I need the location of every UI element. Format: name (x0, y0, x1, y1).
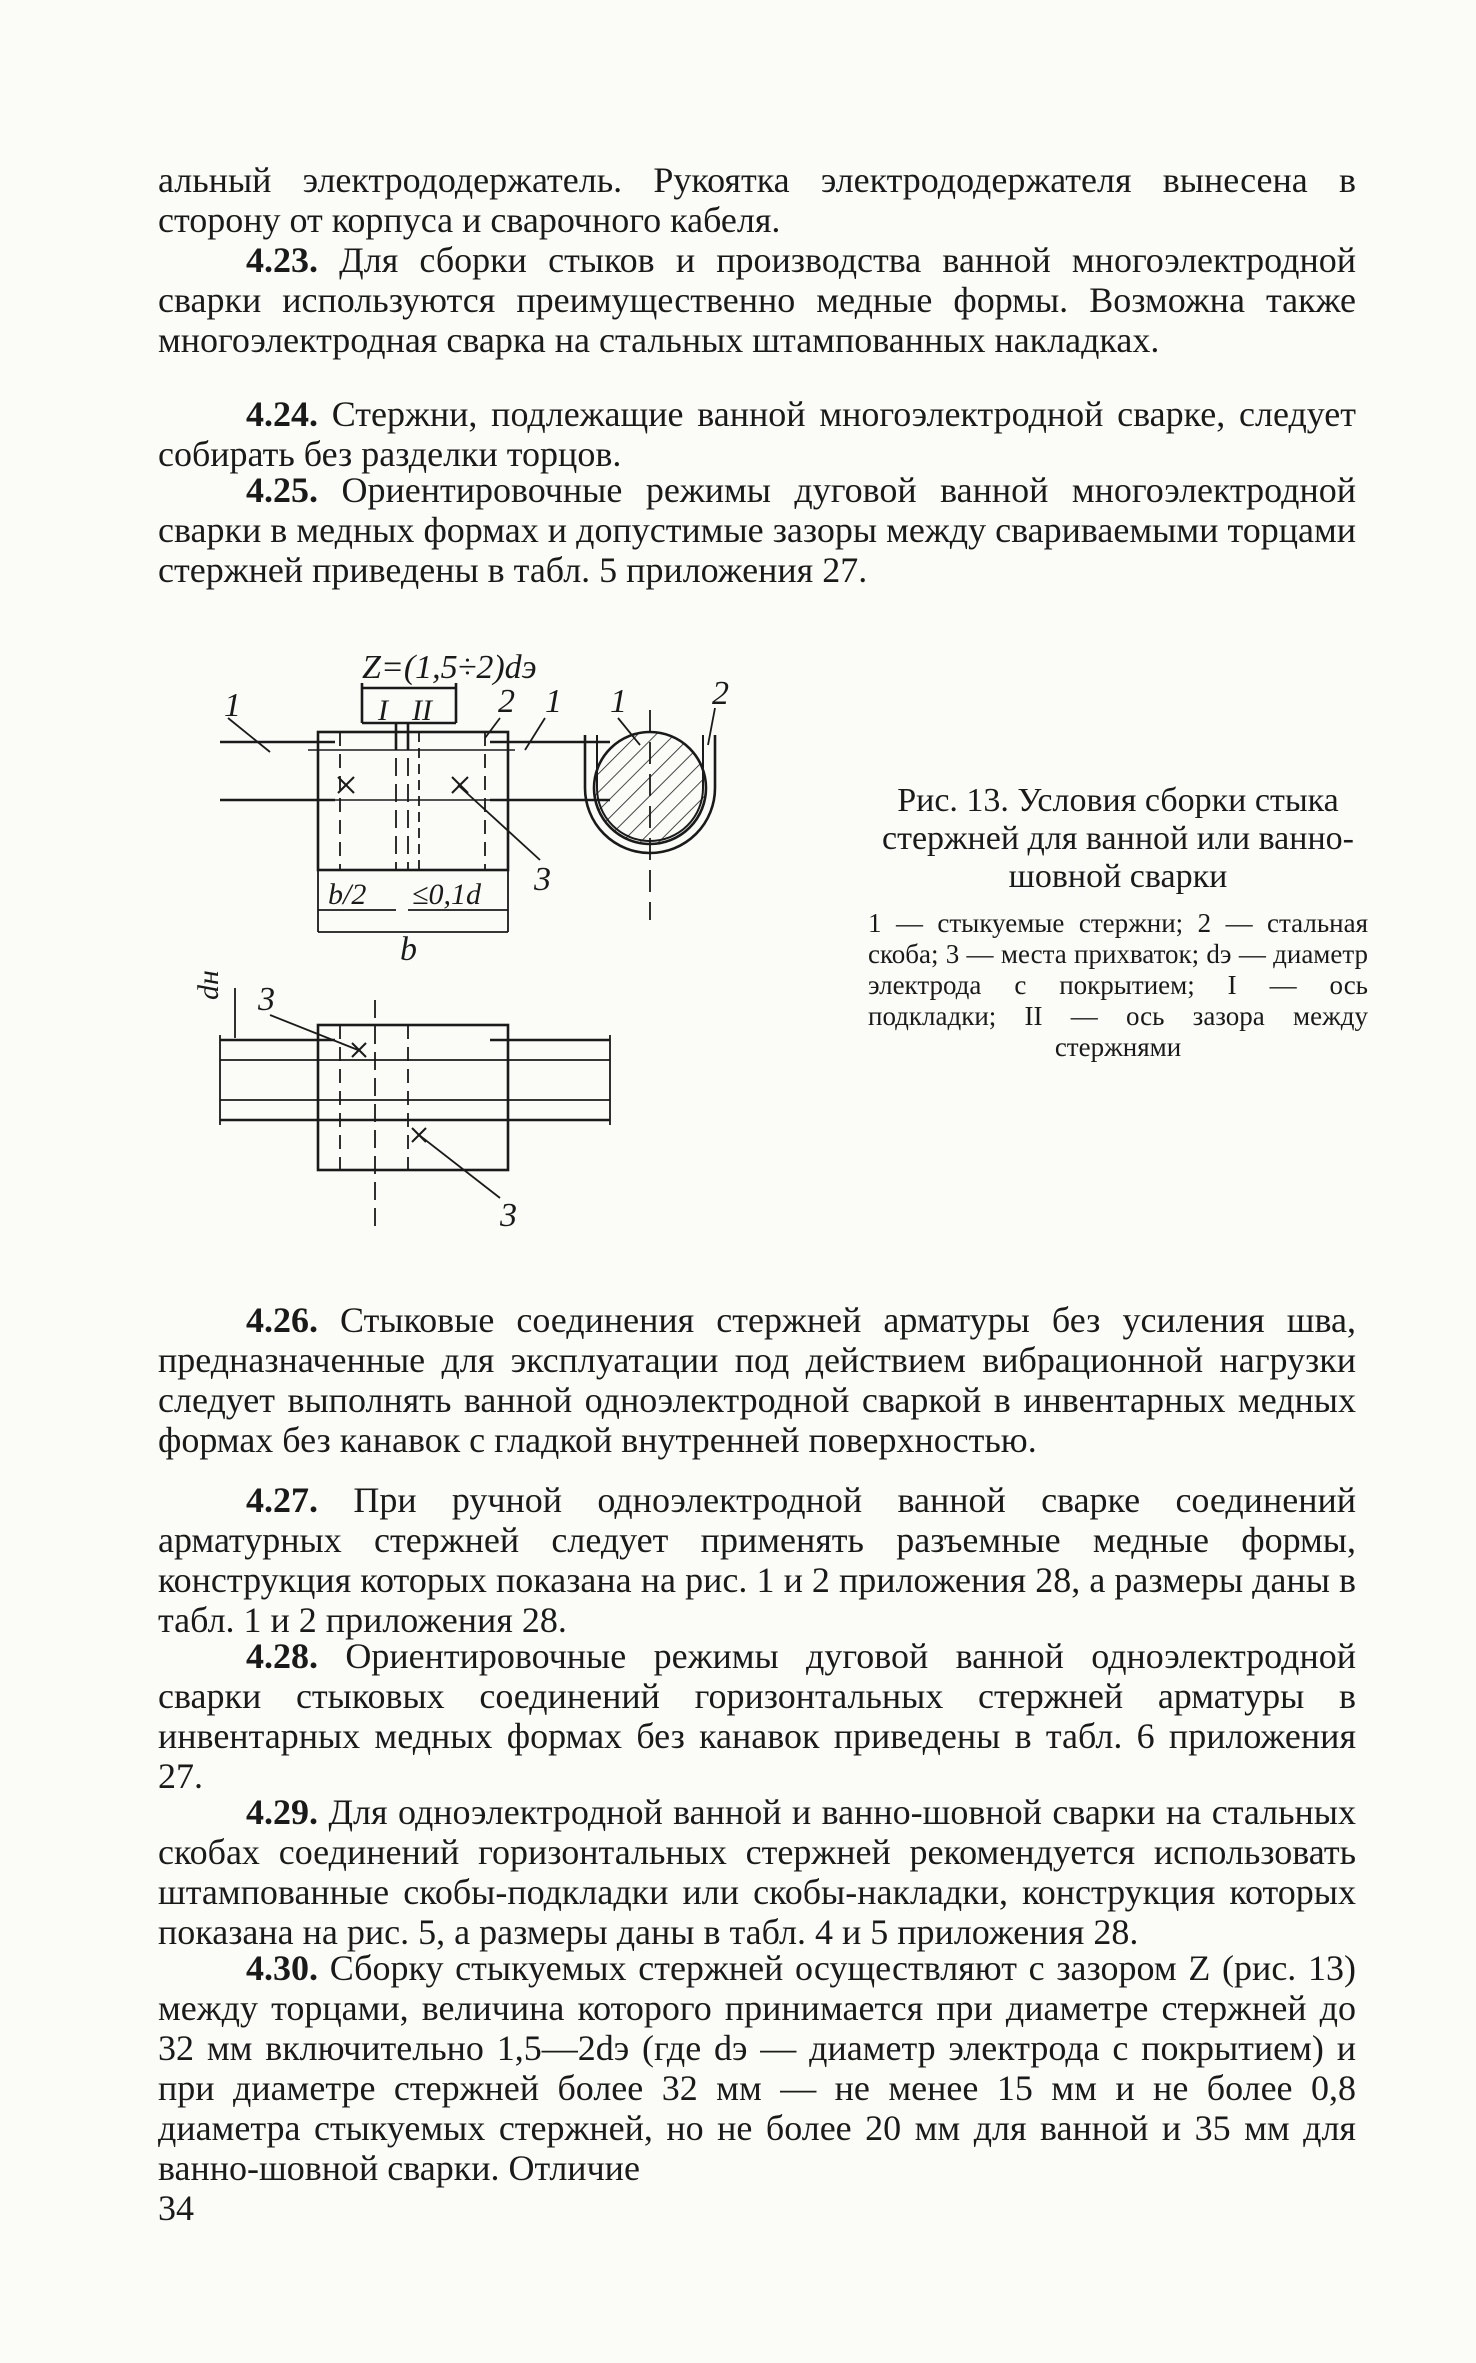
paragraph-number: 4.28. (246, 1636, 318, 1676)
figure-label-2-section: 2 (712, 675, 729, 712)
figure-label-1-right: 1 (545, 683, 562, 720)
leader-3-bottom-right (419, 1135, 500, 1198)
figure-label-axis-i: I (378, 694, 388, 727)
paragraph-4-29 (158, 1792, 1356, 1952)
paragraph-continued (158, 160, 1356, 240)
figure-label-2-top: 2 (498, 683, 515, 720)
figure-label-3-bottom-left: 3 (258, 981, 275, 1018)
leader-3-bottom-left (270, 1015, 358, 1050)
figure-caption (868, 782, 1368, 1063)
figure-label-axis-ii: II (412, 694, 432, 727)
bottom-form-outline (318, 1025, 508, 1170)
paragraph-number: 4.30. (246, 1948, 318, 1988)
caption-title: Рис. 13. Условия сборки стыка стержней для ванной или ванно-шовной сварки (882, 782, 1354, 895)
paragraph-text: Стыковые соединения стержней арматуры без усиления шва, предназначенные для эксплуатации под действием вибрационной нагрузки следует выполнять ванной одноэлектродной сваркой в инвентарных медных формах без канавок с гладкой внутренней поверхностью. (158, 1300, 1356, 1460)
figure-label-z: Z=(1,5÷2)dэ (362, 649, 537, 686)
paragraph-number: 4.27. (246, 1480, 318, 1520)
leader-3-top (458, 785, 540, 860)
figure-label-b-half: b/2 (328, 878, 367, 911)
caption-legend: 1 — стыкуемые стержни; 2 — стальная скоба; 3 — места прихваток; dэ — диаметр электрода с покрытием; I — ось подкладки; II — ось зазора между стержнями (868, 908, 1368, 1062)
figure-label-3-top: 3 (534, 861, 551, 898)
paragraph-4-24 (158, 394, 1356, 474)
copper-form-outline (318, 732, 508, 870)
paragraph-text: Сборку стыкуемых стержней осуществляют с зазором Z (рис. 13) между торцами, величина которого принимается при диаметре стержней до 32 мм включительно 1,5—2dэ (где dэ — диаметр электрода с покрытием) и при диаметре стержней более 32 мм — не менее 15 мм и не более 0,8 диаметра стыкуемых стержней, но не более 20 мм для ванной и 35 мм для ванно-шовной сварки. Отличие (158, 1948, 1356, 2188)
paragraph-4-28 (158, 1636, 1356, 1796)
paragraph-4-25 (158, 470, 1356, 590)
figure-label-3-bottom-right: 3 (500, 1197, 517, 1234)
paragraph-number: 4.26. (246, 1300, 318, 1340)
paragraph-4-26 (158, 1300, 1356, 1460)
paragraph-text: Для сборки стыков и производства ванной многоэлектродной сварки используются преимущественно медные формы. Возможна также многоэлектродная сварка на стальных штампованных накладках. (158, 240, 1356, 360)
paragraph-text: Ориентировочные режимы дуговой ванной многоэлектродной сварки в медных формах и допустимые зазоры между свариваемыми торцами стержней приведены в табл. 5 приложения 27. (158, 470, 1356, 590)
paragraph-text: Стержни, подлежащие ванной многоэлектродной сварке, следует собирать без разделки торцов. (158, 394, 1356, 474)
paragraph-text: альный электрододержатель. Рукоятка электрододержателя вынесена в сторону от корпуса и сварочного кабеля. (158, 160, 1356, 240)
paragraph-number: 4.25. (246, 470, 318, 510)
figure-label-b: b (400, 931, 417, 968)
welding-joint-diagram (192, 620, 780, 1265)
figure-label-1-section: 1 (610, 683, 627, 720)
figure-label-dn: dн (192, 970, 225, 1000)
paragraph-number: 4.23. (246, 240, 318, 280)
paragraph-text: Для одноэлектродной ванной и ванно-шовной сварки на стальных скобах соединений горизонтальных стержней рекомендуется использовать штампованные скобы-подкладки или скобы-накладки, конструкция которых показана на рис. 5, а размеры даны в табл. 4 и 5 приложения 28. (158, 1792, 1356, 1952)
paragraph-4-23 (158, 240, 1356, 360)
page-number: 34 (158, 2188, 194, 2228)
paragraph-4-27 (158, 1480, 1356, 1640)
paragraph-text: Ориентировочные режимы дуговой ванной одноэлектродной сварки стыковых соединений горизонтальных стержней арматуры в инвентарных медных формах без канавок приведены в табл. 6 приложения 27. (158, 1636, 1356, 1796)
paragraph-4-30 (158, 1948, 1356, 2188)
paragraph-number: 4.24. (246, 394, 318, 434)
figure-label-1-left: 1 (224, 687, 241, 724)
paragraph-number: 4.29. (246, 1792, 318, 1832)
leader-1-right (525, 718, 545, 750)
paragraph-text: При ручной одноэлектродной ванной сварке соединений арматурных стержней следует применять разъемные медные формы, конструкция которых показана на рис. 1 и 2 приложения 28, а размеры даны в табл. 1 и 2 приложения 28. (158, 1480, 1356, 1640)
leader-2-top (485, 718, 500, 738)
bar-cross-section (594, 732, 706, 844)
figure-13-drawing (192, 620, 780, 1265)
figure-label-gap: ≤0,1d (412, 878, 481, 911)
